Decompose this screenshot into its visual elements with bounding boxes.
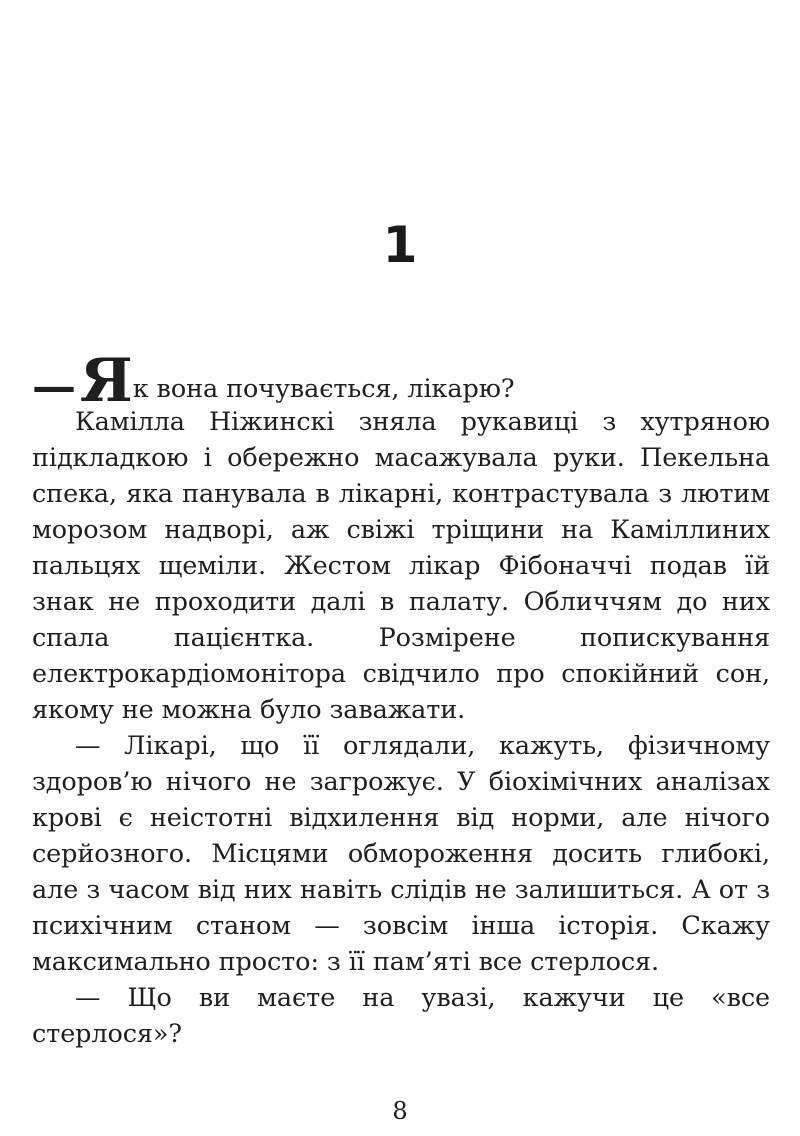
paragraph: Камілла Ніжинскі зняла рукавиці з хутряною підкладкою і обережно масажувала руки. Пекельна спека, яка панувала в лікарні, контрастувала з лютим морозом надворі, аж свіжі тріщини на Каміллиних пальцях щеміли. Жестом лікар Фібоначчі подав їй знак не проходити далі в палату. Обличчям до них спала пацієнтка. Розмірене попискування електрокардіомонітора свідчило про спокійний сон, якому не можна було заважати. — [32, 407, 770, 725]
paragraph: — Лікарі, що її оглядали, кажуть, фізичному здоров’ю нічого не загрожує. У біохімічних аналізах крові є неістотні відхилення від норми, але нічого серйозного. Місцями обмороження досить глибокі, але з часом від них навіть слідів не залишиться. А от з психічним станом — зовсім інша історія. Скажу максимально просто: з її пам’яті все стерлося. — [32, 731, 770, 977]
page-number: 8 — [392, 1097, 408, 1125]
drop-cap: Я — [79, 346, 133, 416]
chapter-text — [32, 346, 770, 1052]
paragraph: — Що ви маєте на увазі, кажучи це «все стерлося»? — [32, 983, 770, 1049]
opening-dash: — — [32, 361, 76, 412]
opening-line — [32, 346, 770, 416]
chapter-number: 1 — [382, 216, 418, 274]
opening-line-text: к вона почувається, лікарю? — [132, 374, 515, 404]
